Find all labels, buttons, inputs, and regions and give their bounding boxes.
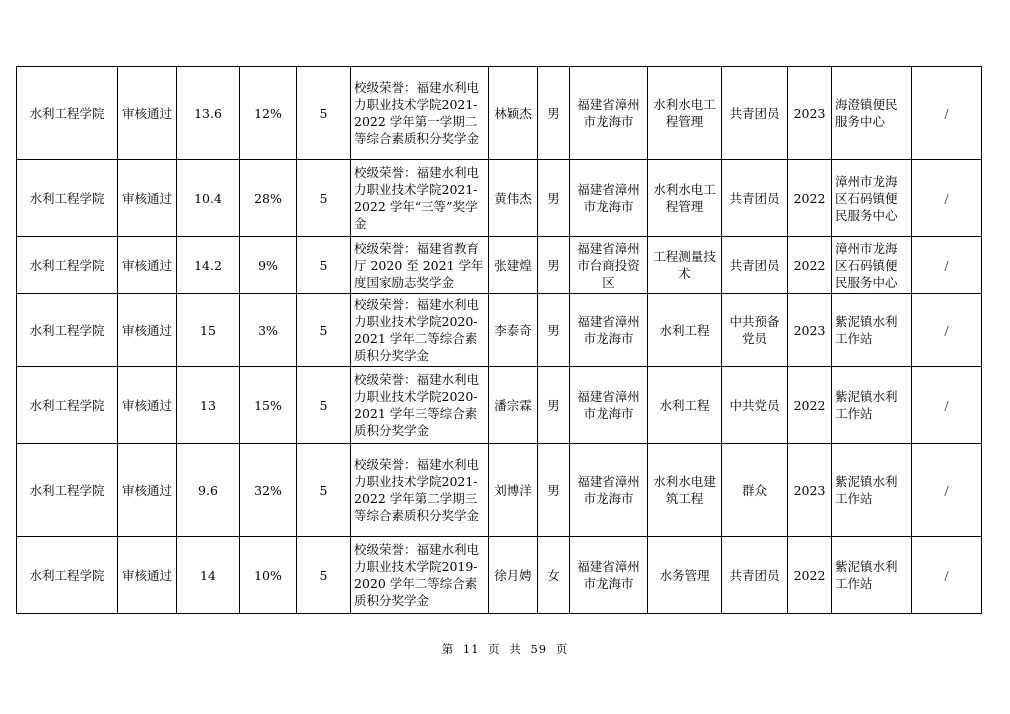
note-cell: / (912, 160, 982, 237)
work-unit-cell: 紫泥镇水利工作站 (832, 294, 912, 367)
gender-cell: 男 (538, 67, 570, 160)
footer-total-pages: 59 (530, 642, 548, 656)
major-cell: 水利水电建筑工程 (648, 444, 722, 537)
political-status-cell: 共青团员 (722, 237, 788, 294)
major-cell: 水利工程 (648, 294, 722, 367)
status-cell: 审核通过 (118, 67, 177, 160)
page-footer (0, 641, 1010, 657)
origin-cell: 福建省漳州市龙海市 (570, 67, 648, 160)
college-cell: 水利工程学院 (17, 160, 118, 237)
name-cell: 潘宗霖 (489, 367, 538, 444)
gender-cell: 男 (538, 444, 570, 537)
score-cell: 15 (177, 294, 240, 367)
table-row (17, 444, 982, 537)
note-cell: / (912, 367, 982, 444)
honor-cell: 校级荣誉：福建水利电力职业技术学院2020-2021 学年三等综合素质积分奖学金 (351, 367, 489, 444)
score-cell: 9.6 (177, 444, 240, 537)
rank-cell: 9% (240, 237, 297, 294)
origin-cell: 福建省漳州市龙海市 (570, 444, 648, 537)
work-unit-cell: 海澄镇便民服务中心 (832, 67, 912, 160)
major-cell: 工程测量技术 (648, 237, 722, 294)
footer-ye-2: 页 (555, 642, 569, 656)
count-cell: 5 (297, 67, 351, 160)
note-cell: / (912, 67, 982, 160)
name-cell: 徐月娉 (489, 537, 538, 614)
college-cell: 水利工程学院 (17, 67, 118, 160)
table-row (17, 67, 982, 160)
year-cell: 2022 (788, 367, 832, 444)
footer-gong: 共 (509, 642, 522, 656)
major-cell: 水利水电工程管理 (648, 160, 722, 237)
table-row (17, 367, 982, 444)
year-cell: 2023 (788, 444, 832, 537)
honor-cell: 校级荣誉：福建水利电力职业技术学院2020-2021 学年二等综合素质积分奖学金 (351, 294, 489, 367)
name-cell: 黄伟杰 (489, 160, 538, 237)
records-table (16, 66, 982, 614)
name-cell: 李泰奇 (489, 294, 538, 367)
status-cell: 审核通过 (118, 444, 177, 537)
note-cell: / (912, 294, 982, 367)
footer-ye-1: 页 (488, 642, 501, 656)
work-unit-cell: 紫泥镇水利工作站 (832, 537, 912, 614)
rank-cell: 15% (240, 367, 297, 444)
count-cell: 5 (297, 537, 351, 614)
rank-cell: 12% (240, 67, 297, 160)
rank-cell: 10% (240, 537, 297, 614)
political-status-cell: 群众 (722, 444, 788, 537)
political-status-cell: 共青团员 (722, 537, 788, 614)
footer-page-number: 11 (462, 642, 480, 656)
note-cell: / (912, 444, 982, 537)
work-unit-cell: 紫泥镇水利工作站 (832, 367, 912, 444)
origin-cell: 福建省漳州市龙海市 (570, 367, 648, 444)
name-cell: 林颖杰 (489, 67, 538, 160)
status-cell: 审核通过 (118, 294, 177, 367)
footer-di: 第 (441, 642, 455, 656)
rank-cell: 32% (240, 444, 297, 537)
political-status-cell: 共青团员 (722, 160, 788, 237)
college-cell: 水利工程学院 (17, 237, 118, 294)
college-cell: 水利工程学院 (17, 294, 118, 367)
major-cell: 水利工程 (648, 367, 722, 444)
count-cell: 5 (297, 160, 351, 237)
gender-cell: 男 (538, 237, 570, 294)
rank-cell: 28% (240, 160, 297, 237)
origin-cell: 福建省漳州市台商投资区 (570, 237, 648, 294)
major-cell: 水务管理 (648, 537, 722, 614)
honor-cell: 校级荣誉：福建水利电力职业技术学院2021-2022 学年第二学期三等综合素质积分奖学金 (351, 444, 489, 537)
name-cell: 刘博洋 (489, 444, 538, 537)
gender-cell: 男 (538, 294, 570, 367)
rank-cell: 3% (240, 294, 297, 367)
work-unit-cell: 紫泥镇水利工作站 (832, 444, 912, 537)
year-cell: 2022 (788, 237, 832, 294)
political-status-cell: 中共党员 (722, 367, 788, 444)
origin-cell: 福建省漳州市龙海市 (570, 160, 648, 237)
year-cell: 2022 (788, 537, 832, 614)
count-cell: 5 (297, 294, 351, 367)
origin-cell: 福建省漳州市龙海市 (570, 294, 648, 367)
status-cell: 审核通过 (118, 160, 177, 237)
count-cell: 5 (297, 237, 351, 294)
work-unit-cell: 漳州市龙海区石码镇便民服务中心 (832, 160, 912, 237)
honor-cell: 校级荣誉：福建水利电力职业技术学院2019-2020 学年二等综合素质积分奖学金 (351, 537, 489, 614)
political-status-cell: 共青团员 (722, 67, 788, 160)
table-row (17, 537, 982, 614)
table-row (17, 294, 982, 367)
note-cell: / (912, 237, 982, 294)
score-cell: 13 (177, 367, 240, 444)
honor-cell: 校级荣誉：福建省教育厅 2020 至 2021 学年度国家励志奖学金 (351, 237, 489, 294)
score-cell: 14.2 (177, 237, 240, 294)
year-cell: 2023 (788, 67, 832, 160)
name-cell: 张建煌 (489, 237, 538, 294)
status-cell: 审核通过 (118, 537, 177, 614)
college-cell: 水利工程学院 (17, 444, 118, 537)
note-cell: / (912, 537, 982, 614)
count-cell: 5 (297, 444, 351, 537)
year-cell: 2023 (788, 294, 832, 367)
status-cell: 审核通过 (118, 237, 177, 294)
score-cell: 14 (177, 537, 240, 614)
count-cell: 5 (297, 367, 351, 444)
table-row (17, 237, 982, 294)
major-cell: 水利水电工程管理 (648, 67, 722, 160)
origin-cell: 福建省漳州市龙海市 (570, 537, 648, 614)
table-row (17, 160, 982, 237)
college-cell: 水利工程学院 (17, 367, 118, 444)
table-body (17, 67, 982, 614)
score-cell: 10.4 (177, 160, 240, 237)
status-cell: 审核通过 (118, 367, 177, 444)
gender-cell: 女 (538, 537, 570, 614)
score-cell: 13.6 (177, 67, 240, 160)
gender-cell: 男 (538, 160, 570, 237)
year-cell: 2022 (788, 160, 832, 237)
work-unit-cell: 漳州市龙海区石码镇便民服务中心 (832, 237, 912, 294)
honor-cell: 校级荣誉：福建水利电力职业技术学院2021-2022 学年“三等”奖学金 (351, 160, 489, 237)
gender-cell: 男 (538, 367, 570, 444)
college-cell: 水利工程学院 (17, 537, 118, 614)
political-status-cell: 中共预备党员 (722, 294, 788, 367)
honor-cell: 校级荣誉：福建水利电力职业技术学院2021-2022 学年第一学期二等综合素质积分奖学金 (351, 67, 489, 160)
